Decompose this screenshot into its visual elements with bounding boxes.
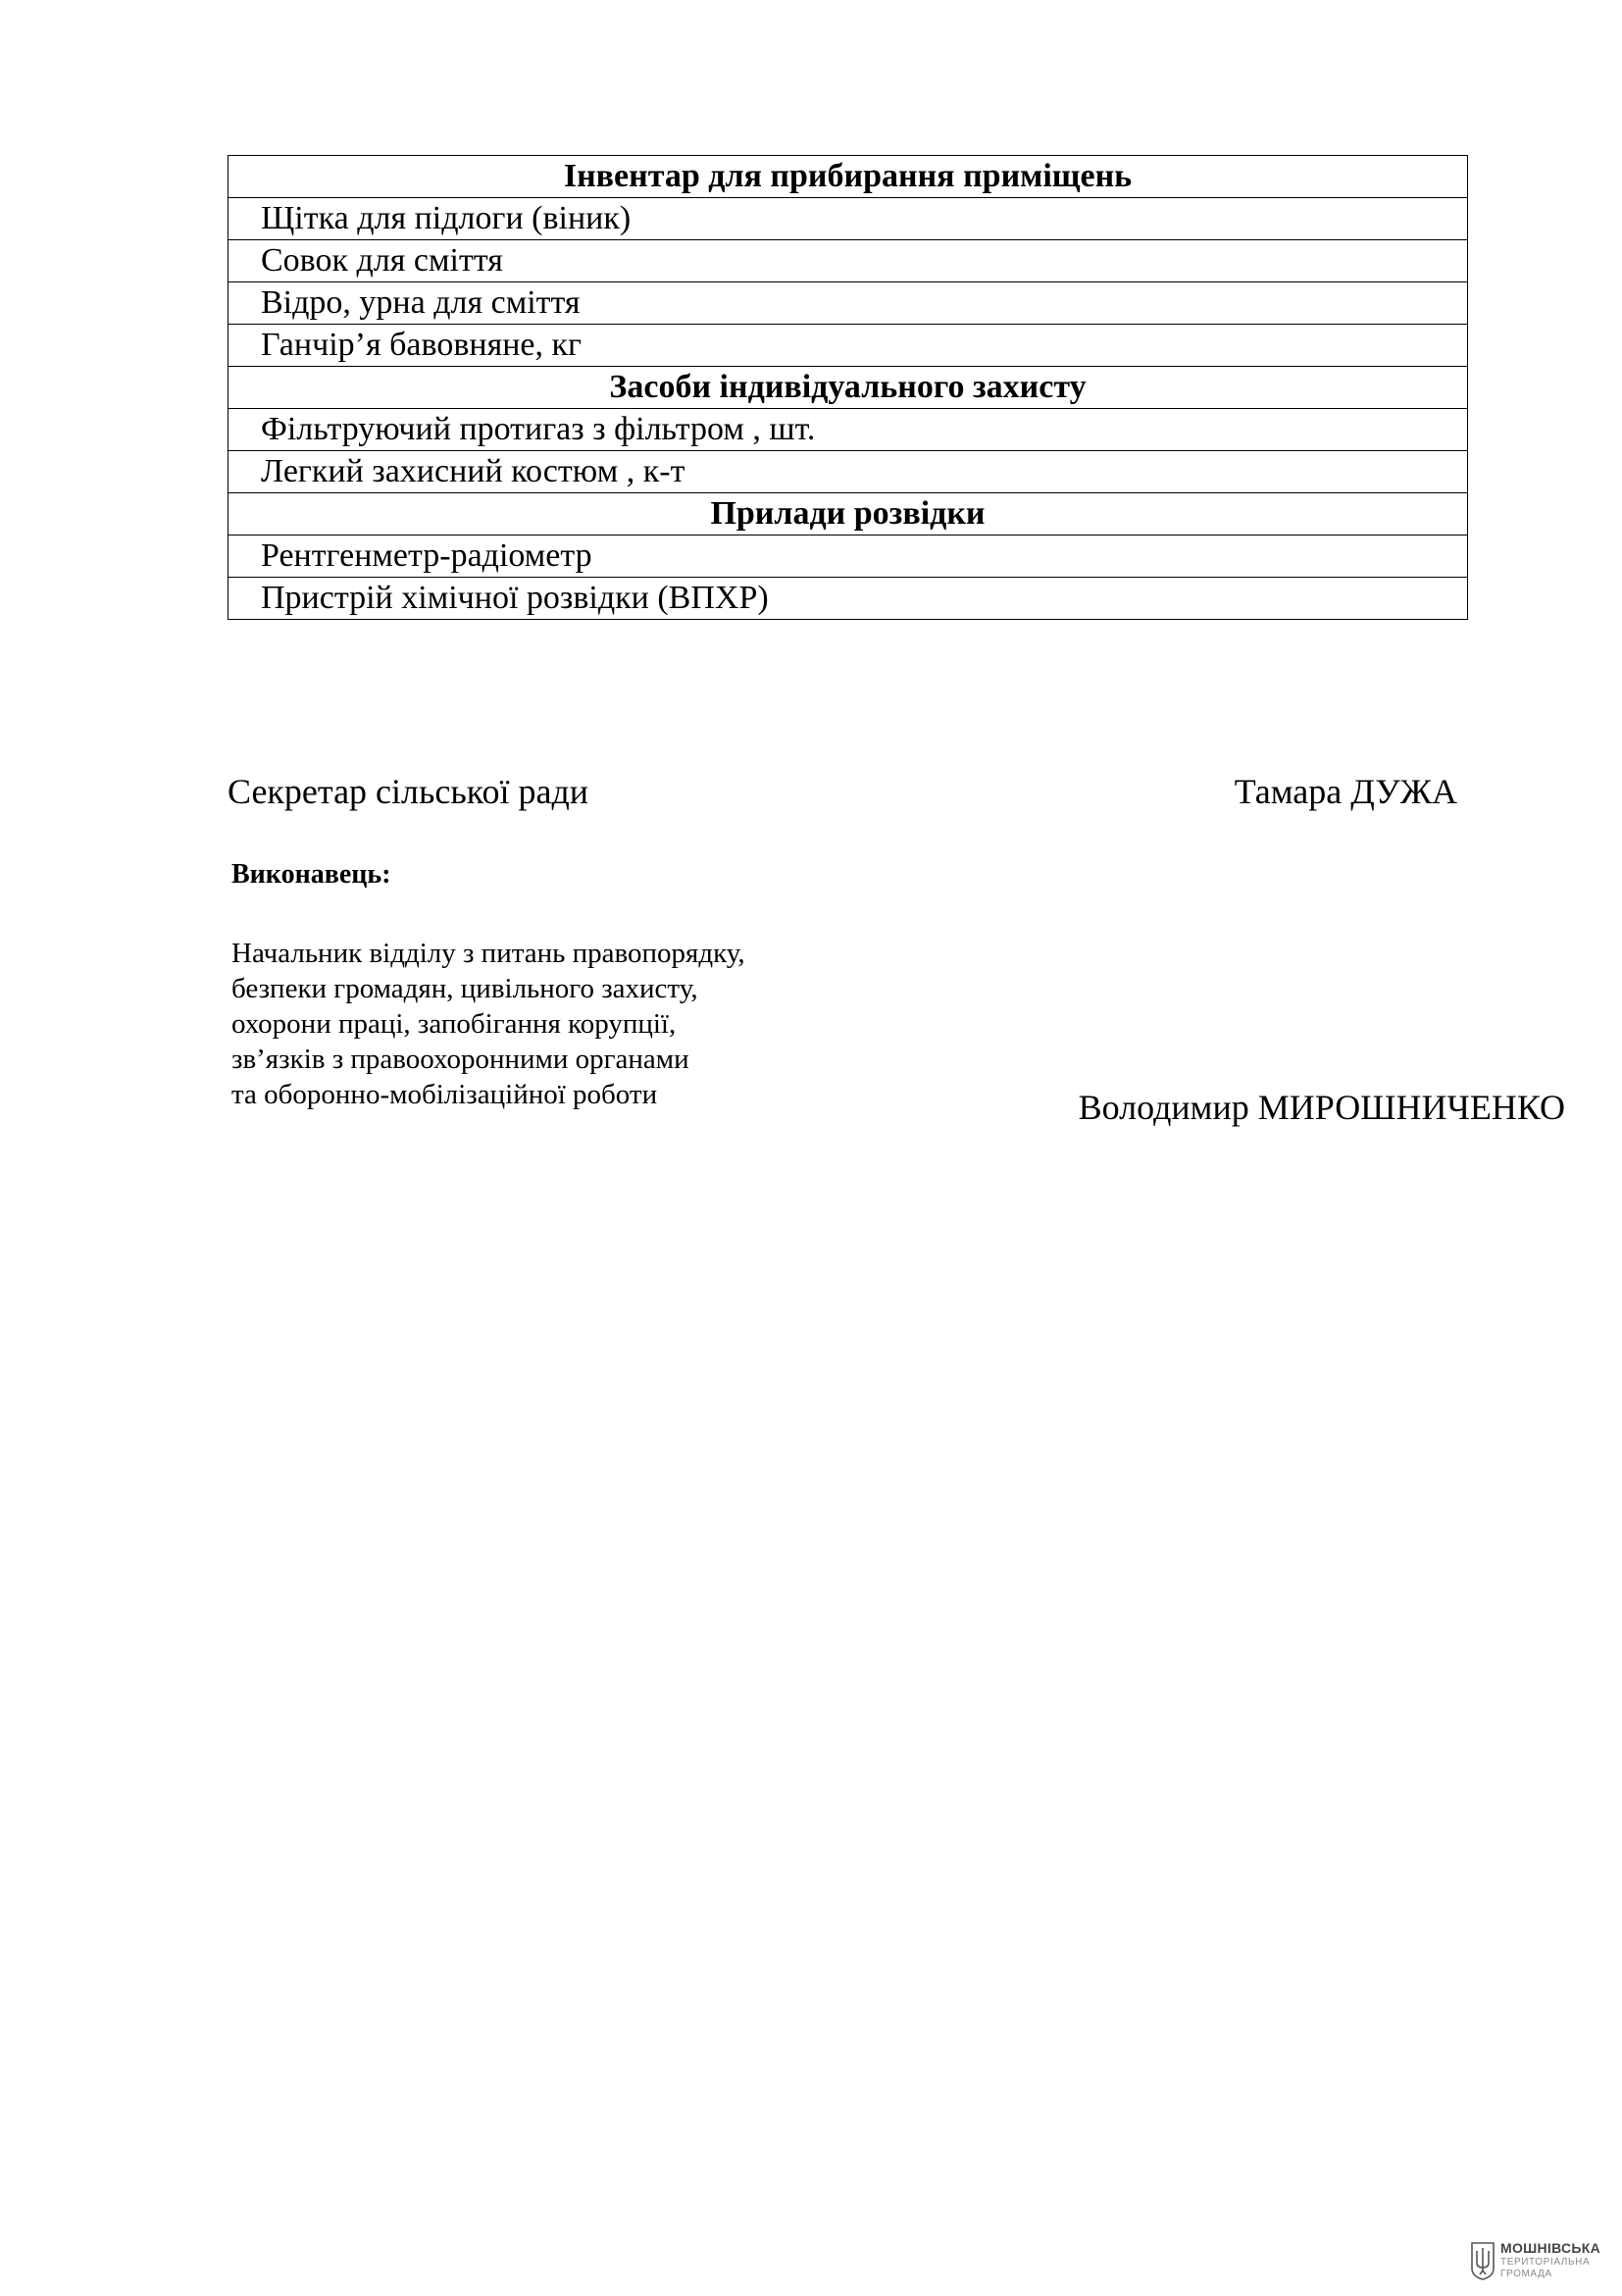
executor-position-line: Начальник відділу з питань правопорядку,: [231, 938, 745, 969]
community-logo: [1470, 2239, 1607, 2286]
table-row: [228, 282, 1468, 325]
table-row: [228, 536, 1468, 578]
inventory-table: [228, 155, 1468, 620]
section-heading-row: [228, 493, 1468, 536]
item-cell: Совок для сміття: [228, 240, 1468, 282]
signatory-title: Секретар сільської ради: [228, 772, 589, 811]
table-row: [228, 451, 1468, 493]
item-cell: Пристрій хімічної розвідки (ВПХР): [228, 578, 1468, 620]
section-heading-row: [228, 156, 1468, 198]
executor-position-line: охорони праці, запобігання корупції,: [231, 1008, 677, 1040]
executor-position-line: та оборонно-мобілізаційної роботи: [231, 1079, 658, 1110]
item-cell: Рентгенметр-радіометр: [228, 536, 1468, 578]
section-heading: Прилади розвідки: [228, 493, 1468, 536]
table-row: [228, 198, 1468, 240]
item-cell: Щітка для підлоги (віник): [228, 198, 1468, 240]
trident-emblem-icon: [1470, 2241, 1495, 2280]
executor-position: [231, 936, 745, 1112]
logo-text-line: ТЕРИТОРІАЛЬНА: [1500, 2257, 1591, 2268]
table-row: [228, 240, 1468, 282]
section-heading: Інвентар для прибирання приміщень: [228, 156, 1468, 198]
executor-label: Виконавець:: [231, 859, 391, 890]
table-row: [228, 325, 1468, 367]
item-cell: Відро, урна для сміття: [228, 282, 1468, 325]
table-row: [228, 409, 1468, 451]
logo-text-line: ГРОМАДА: [1500, 2269, 1552, 2279]
signatory-name: Тамара ДУЖА: [1234, 772, 1457, 811]
section-heading-row: [228, 367, 1468, 409]
logo-text-line: МОШНІВСЬКА: [1500, 2240, 1601, 2256]
item-cell: Легкий захисний костюм , к-т: [228, 451, 1468, 493]
executor-position-line: безпеки громадян, цивільного захисту,: [231, 973, 698, 1004]
item-cell: Ганчір’я бавовняне, кг: [228, 325, 1468, 367]
table-row: [228, 578, 1468, 620]
item-cell: Фільтруючий протигаз з фільтром , шт.: [228, 409, 1468, 451]
executor-position-line: зв’язків з правоохоронними органами: [231, 1044, 689, 1075]
section-heading: Засоби індивідуального захисту: [228, 367, 1468, 409]
executor-name: Володимир МИРОШНИЧЕНКО: [1078, 1088, 1565, 1127]
